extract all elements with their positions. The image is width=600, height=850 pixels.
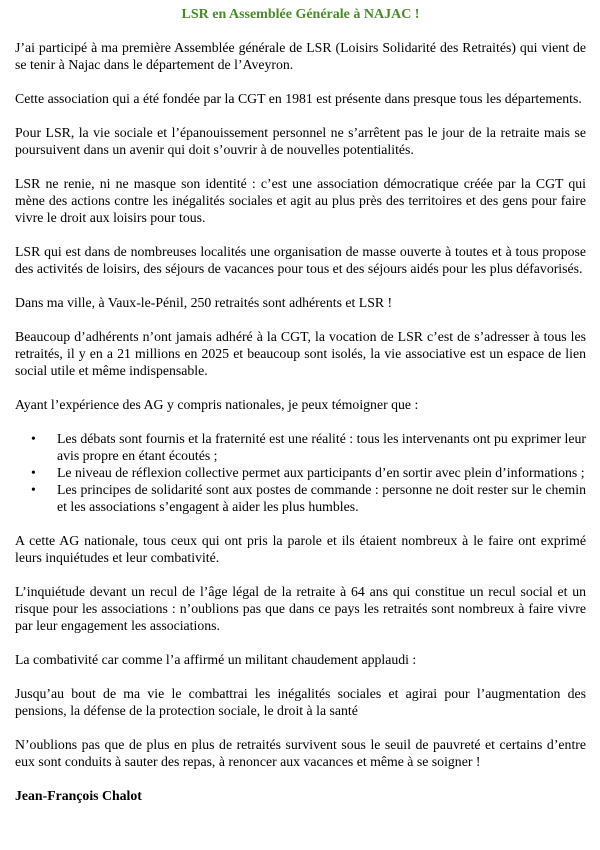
bullet-item: • Les principes de solidarité sont aux postes de commande : personne ne doit rester sur le chemin et les associations s’engagent à aider les plus humbles. (57, 481, 586, 515)
document-title: LSR en Assemblée Générale à NAJAC ! (181, 7, 420, 22)
bullet-item: • Le niveau de réflexion collective permet aux participants d’en sortir avec plein d’informations ; (57, 464, 586, 481)
paragraph: Dans ma ville, à Vaux-le-Pénil, 250 retraités sont adhérents et LSR ! (15, 295, 393, 310)
paragraph: N’oublions pas que de plus en plus de retraités survivent sous le seuil de pauvreté et certains d’entre eux sont conduits à sauter des repas, à renoncer aux vacances et même à se soigner ! (15, 737, 586, 769)
paragraph: Beaucoup d’adhérents n’ont jamais adhéré à la CGT, la vocation de LSR c’est de s’adresser à tous les retraités, il y en a 21 millions en 2025 et beaucoup sont isolés, la vie associative est un espace de lien social utile et même indispensable. (15, 329, 586, 378)
paragraph: LSR qui est dans de nombreuses localités une organisation de masse ouverte à toutes et à tous propose des activités de loisirs, des séjours de vacances pour tous et des séjours aidés pour les plus défavorisés. (15, 244, 586, 276)
signature: Jean-François Chalot (15, 788, 142, 803)
paragraph: Pour LSR, la vie sociale et l’épanouissement personnel ne s’arrêtent pas le jour de la retraite mais se poursuivent dans un avenir qui doit s’ouvrir à de nouvelles potentialités. (15, 125, 586, 157)
bullet-list (15, 430, 586, 515)
paragraph: Jusqu’au bout de ma vie le combattrai les inégalités sociales et agirai pour l’augmentation des pensions, la défense de la protection sociale, le droit à la santé (15, 686, 586, 718)
bullet-item: • Les débats sont fournis et la fraternité est une réalité : tous les intervenants ont pu exprimer leur avis propre en étant écoutés ; (57, 430, 586, 464)
paragraph: Ayant l’expérience des AG y compris nationales, je peux témoigner que : (15, 397, 419, 412)
paragraph: J’ai participé à ma première Assemblée générale de LSR (Loisirs Solidarité des Retraités) qui vient de se tenir à Najac dans le département de l’Aveyron. (15, 40, 586, 72)
paragraph: La combativité car comme l’a affirmé un militant chaudement applaudi : (15, 652, 417, 667)
paragraph: A cette AG nationale, tous ceux qui ont pris la parole et ils étaient nombreux à le faire ont exprimé leurs inquiétudes et leur combativité. (15, 533, 586, 565)
paragraph: LSR ne renie, ni ne masque son identité : c’est une association démocratique créée par la CGT qui mène des actions contre les inégalités sociales et agit au plus près des territoires et des gens pour faire vivre le droit aux loisirs pour tous. (15, 176, 586, 225)
paragraph: L’inquiétude devant un recul de l’âge légal de la retraite à 64 ans qui constitue un recul social et un risque pour les associations : n’oublions pas que dans ce pays les retraités sont nombreux à faire vivre par leur engagement les associations. (15, 584, 586, 633)
paragraph: Cette association qui a été fondée par la CGT en 1981 est présente dans presque tous les départements. (15, 91, 582, 106)
